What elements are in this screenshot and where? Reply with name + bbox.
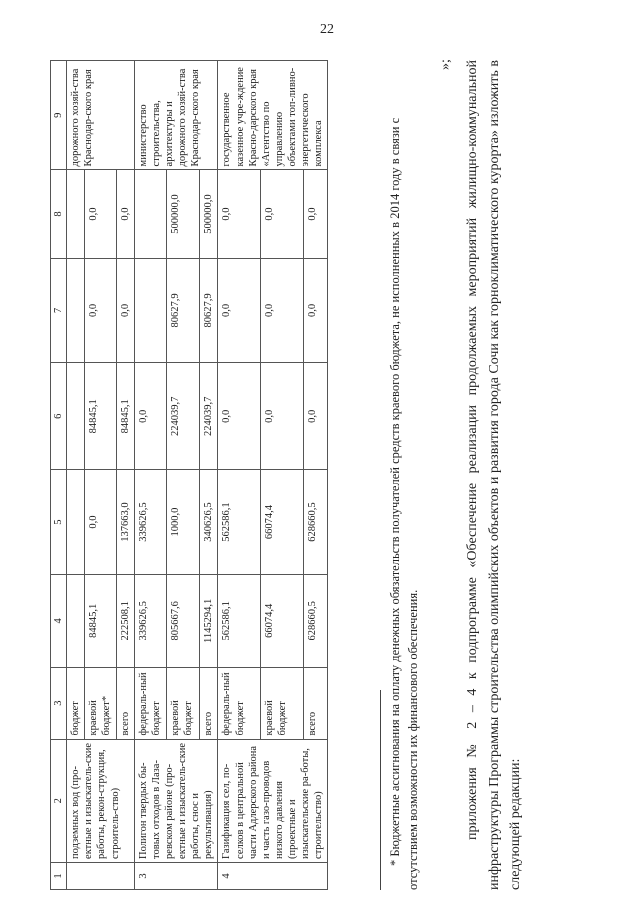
header-cell: 2: [51, 739, 67, 862]
funding-source: краевой бюджет: [261, 667, 304, 739]
value-cell: 628660,5: [303, 574, 328, 667]
value-cell: 0,0: [116, 258, 134, 363]
value-cell: 80627,9: [199, 258, 218, 363]
value-cell: [134, 258, 166, 363]
table-row: [134, 61, 166, 890]
executor: дорожного хозяй-ства Краснодар-ского края: [67, 61, 135, 170]
funding-source: всего: [303, 667, 328, 739]
object-name: подземных вод (про-ектные и изыскатель-ские работы, рекон-струкция, строитель-ство): [67, 739, 135, 862]
value-cell: 0,0: [85, 258, 116, 363]
object-name: Полигон твердых бы-товых отходов в Лаза-ревском районе (про-ектные и изыскатель-ские работы, снос и рекультивация): [134, 739, 218, 862]
value-cell: 80627,9: [167, 258, 199, 363]
value-cell: [67, 170, 85, 258]
financing-table: [50, 60, 328, 890]
value-cell: 137663,0: [116, 470, 134, 575]
value-cell: 500000,0: [199, 170, 218, 258]
header-cell: 8: [51, 170, 67, 258]
value-cell: 340626,5: [199, 470, 218, 575]
value-cell: 0,0: [303, 258, 328, 363]
header-cell: 5: [51, 470, 67, 575]
header-cell: 6: [51, 363, 67, 470]
value-cell: 562586,1: [218, 470, 261, 575]
value-cell: 0,0: [218, 258, 261, 363]
value-cell: 0,0: [218, 363, 261, 470]
value-cell: 0,0: [85, 470, 116, 575]
value-cell: 1145294,1: [199, 574, 218, 667]
page-number: 22: [320, 22, 334, 37]
value-cell: 562586,1: [218, 574, 261, 667]
value-cell: 224039,7: [167, 363, 199, 470]
funding-source: федераль-ный бюджет: [134, 667, 166, 739]
value-cell: 0,0: [116, 170, 134, 258]
value-cell: 84845,1: [85, 574, 116, 667]
value-cell: 84845,1: [116, 363, 134, 470]
value-cell: [67, 470, 85, 575]
value-cell: 0,0: [261, 258, 304, 363]
footnote: * Бюджетные ассигнования на оплату денежных обязательств получателей средств краевого бюджета, не исполненных в 2014 году в связи с отсутствием возможности их финансового обеспечения.: [388, 117, 421, 890]
object-name: Газификация сел, по-селков в центральной части Адлерского района и часть газо-проводов низкого давления (проектные и изыскательские ра-боты, строительство): [218, 739, 328, 862]
funding-source: краевой бюджет*: [85, 667, 116, 739]
value-cell: 1000,0: [167, 470, 199, 575]
header-cell: 9: [51, 61, 67, 170]
value-cell: 0,0: [85, 170, 116, 258]
value-cell: 222508,1: [116, 574, 134, 667]
table-row: [218, 61, 261, 890]
row-number: [67, 862, 135, 889]
value-cell: [67, 258, 85, 363]
body-paragraph: приложения № 2 – 4 к подпрограмме «Обеспечение реализации продолжаемых мероприятий жилищно-коммунальной инфраструктуры Программы строительства олимпийских объектов и развития города Сочи как горноклиматического курорта» изложить в следующей редакции:: [465, 60, 524, 890]
value-cell: 339626,5: [134, 574, 166, 667]
funding-source: федераль-ный бюджет: [218, 667, 261, 739]
header-cell: 4: [51, 574, 67, 667]
value-cell: [134, 170, 166, 258]
value-cell: 66074,4: [261, 470, 304, 575]
value-cell: [67, 363, 85, 470]
value-cell: 0,0: [134, 363, 166, 470]
value-cell: 0,0: [261, 170, 304, 258]
value-cell: 0,0: [261, 363, 304, 470]
funding-source: всего: [199, 667, 218, 739]
table-header-row: [51, 61, 67, 890]
value-cell: 500000,0: [167, 170, 199, 258]
header-cell: 1: [51, 862, 67, 889]
table-row: [67, 61, 85, 890]
executor: государственное казенное учре-ждение Красно-дарского края «Агентство по управлению объектами топ-ливно-энергетического комплекса: [218, 61, 328, 170]
row-number: 3: [134, 862, 218, 889]
footnote-divider: [380, 690, 381, 890]
value-cell: 0,0: [218, 170, 261, 258]
closing-quote: »;: [438, 59, 453, 70]
row-number: 4: [218, 862, 328, 889]
value-cell: 805667,6: [167, 574, 199, 667]
funding-source: всего: [116, 667, 134, 739]
value-cell: 0,0: [303, 170, 328, 258]
header-cell: 3: [51, 667, 67, 739]
value-cell: 84845,1: [85, 363, 116, 470]
value-cell: 66074,4: [261, 574, 304, 667]
funding-source: краевой бюджет: [167, 667, 199, 739]
value-cell: 628660,5: [303, 470, 328, 575]
value-cell: 0,0: [303, 363, 328, 470]
value-cell: 339626,5: [134, 470, 166, 575]
value-cell: [67, 574, 85, 667]
rotated-content: [50, 60, 595, 890]
funding-source: бюджет: [67, 667, 85, 739]
value-cell: 224039,7: [199, 363, 218, 470]
executor: министерство строительства, архитектуры и дорожного хозяй-ства Краснодар-ского края: [134, 61, 218, 170]
header-cell: 7: [51, 258, 67, 363]
